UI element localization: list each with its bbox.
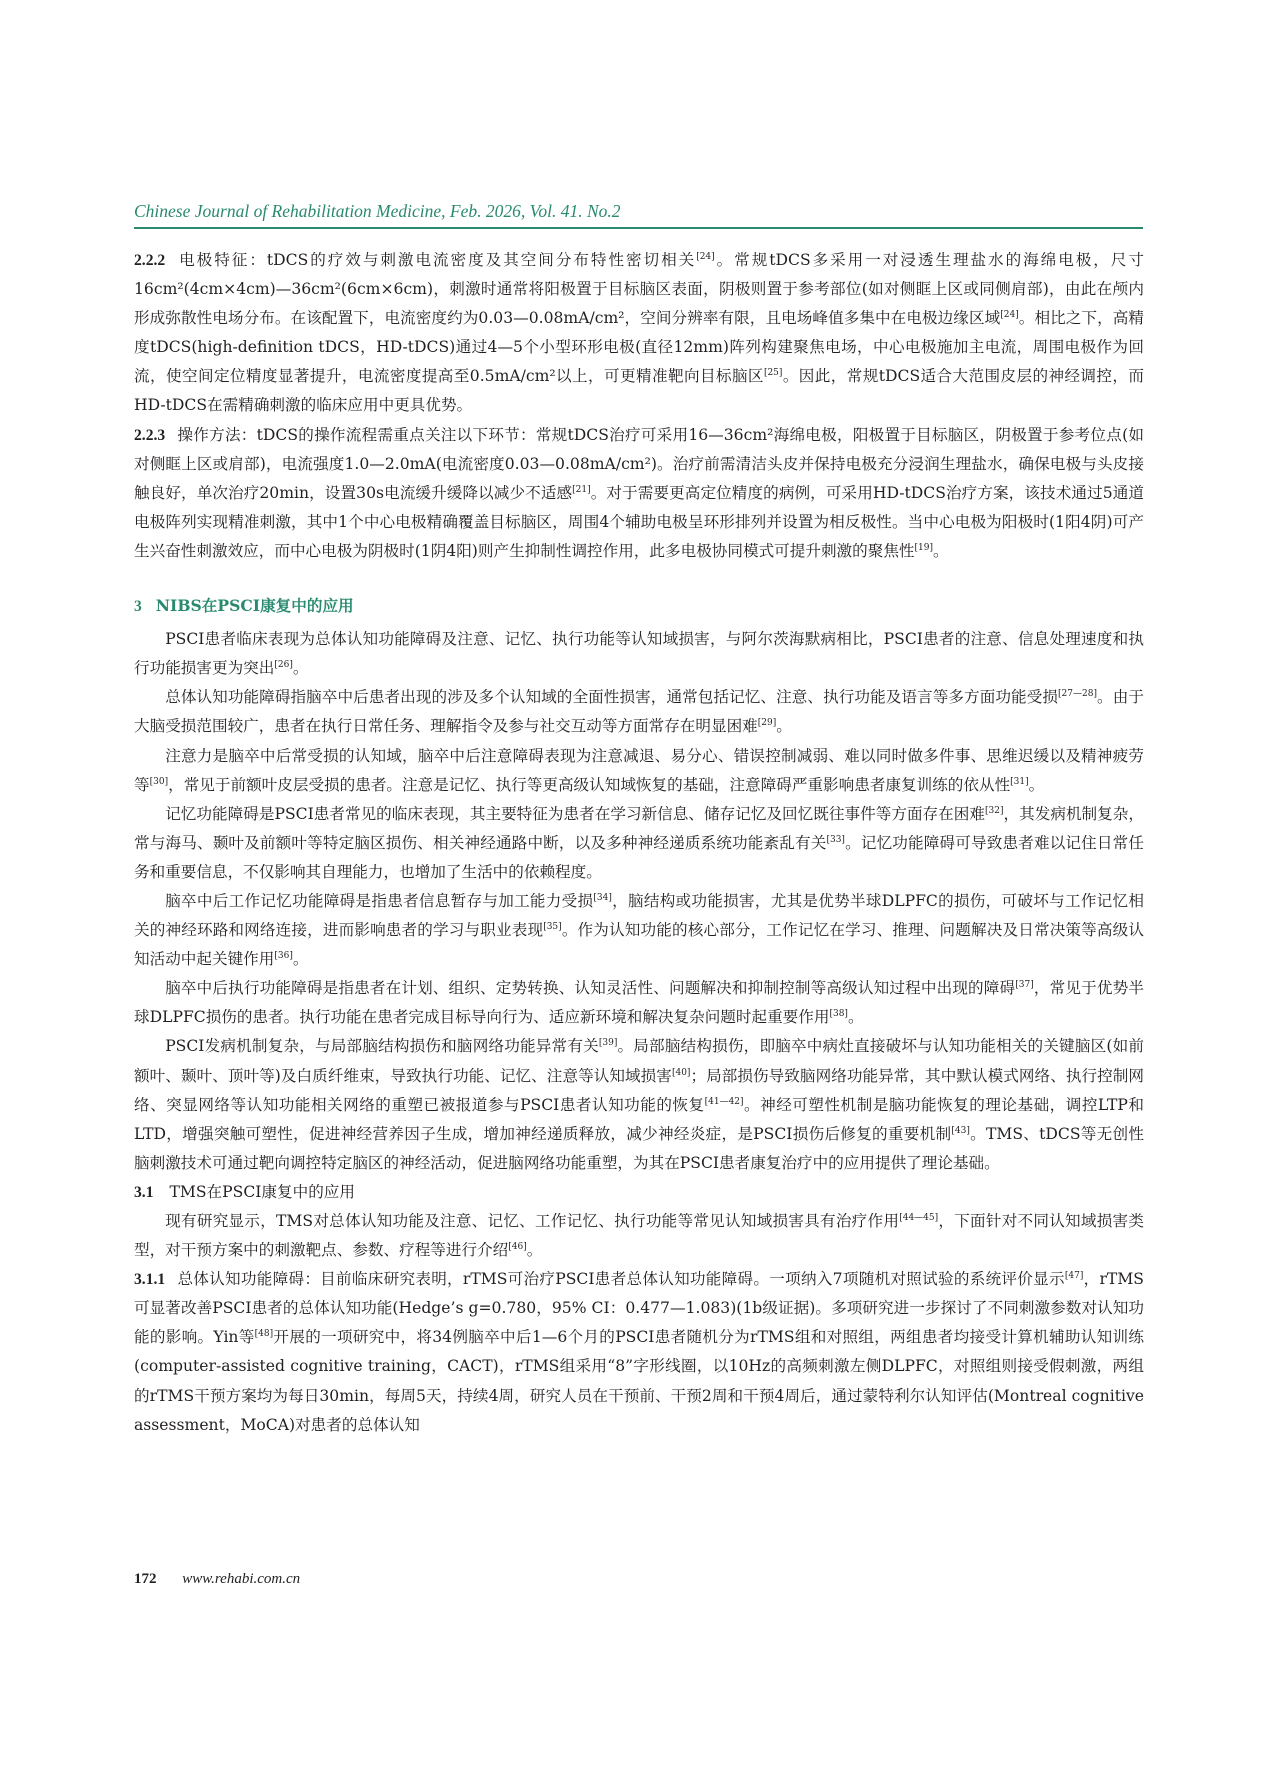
body-paragraph <box>134 887 1144 974</box>
paragraph-text: 。 <box>933 541 949 560</box>
paragraph-text: ，下面针对不同认知域损害类型，对干预方案中的刺激靶点、参数、疗程等进行介绍 <box>134 1212 1144 1260</box>
page-footer <box>134 1571 300 1588</box>
paragraph-text: 电极特征：tDCS的疗效与刺激电流密度及其空间分布特性密切相关 <box>177 251 697 269</box>
citation-ref[interactable]: [39] <box>598 1038 618 1049</box>
body-paragraph <box>134 1032 1144 1177</box>
paragraph-text: 。记忆功能障碍可导致患者难以记住日常任务和重要信息，不仅影响其自理能力，也增加了生活中的依赖程度。 <box>134 833 1144 881</box>
citation-ref[interactable]: [41—42] <box>704 1096 744 1107</box>
paragraph-text: ，rTMS可显著改善PSCI患者的总体认知功能(Hedge’s g=0.780，95% CI：0.477—1.083)(1b级证据)。多项研究进一步探讨了不同刺激参数对认知功能的影响。Yin等 <box>134 1270 1144 1347</box>
body-paragraph <box>134 742 1144 800</box>
paragraph-text: ，常见于前额叶皮层受损的患者。注意是记忆、执行等更高级认知域恢复的基础，注意障碍严重影响患者康复训练的依从性 <box>168 775 1011 794</box>
body-paragraph <box>134 625 1144 683</box>
body-paragraph <box>134 683 1144 741</box>
paragraph-text: ，常见于优势半球DLPFC损伤的患者。执行功能在患者完成目标导向行为、适应新环境和解决复杂问题时起重要作用 <box>134 979 1144 1027</box>
citation-ref[interactable]: [24] <box>1000 310 1019 321</box>
paragraph-text: 注意力是脑卒中后常受损的认知域，脑卒中后注意障碍表现为注意减退、易分心、错误控制减弱、难以同时做多件事、思维迟缓以及精神疲劳等 <box>134 746 1144 794</box>
body-paragraph <box>134 1265 1144 1440</box>
citation-ref[interactable]: [19] <box>914 542 933 553</box>
paragraph-number: 2.2.3 <box>134 426 166 444</box>
body-paragraph <box>134 246 1144 421</box>
citation-ref[interactable]: [46] <box>508 1242 527 1253</box>
paragraph-text: 开展的一项研究中，将34例脑卒中后1—6个月的PSCI患者随机分为rTMS组和对照组，两组患者均接受计算机辅助认知训练(computer-assisted cognitive training，CACT)，rTMS组采用“8”字形线圈，以10Hz的高频刺激左侧DLPFC，对照组则接受假刺激，两组的rTMS干预方案均为每日30min，每周5天，持续4周，研究人员在干预前、干预2周和干预4周后，通过蒙特利尔认知评估(Montreal cognitive assessment，MoCA)对患者的总体认知 <box>134 1328 1144 1434</box>
citation-ref[interactable]: [25] <box>763 368 783 379</box>
paragraph-text: 。作为认知功能的核心部分，工作记忆在学习、推理、问题解决及日常决策等高级认知活动中起关键作用 <box>134 921 1144 969</box>
citation-ref[interactable]: [37] <box>1015 980 1034 991</box>
paragraph-text: 总体认知功能障碍指脑卒中后患者出现的涉及多个认知域的全面性损害，通常包括记忆、注意、执行功能及语言等多方面功能受损 <box>165 688 1059 707</box>
paragraph-text: 。因此，常规tDCS适合大范围皮层的神经调控，而HD-tDCS在需精确刺激的临床应用中更具优势。 <box>134 367 1145 415</box>
citation-ref[interactable]: [47] <box>1064 1271 1084 1282</box>
paragraph-text: 现有研究显示，TMS对总体认知功能及注意、记忆、工作记忆、执行功能等常见认知域损害具有治疗作用 <box>165 1212 900 1230</box>
citation-ref[interactable]: [21] <box>572 484 591 495</box>
section-heading <box>134 591 1144 621</box>
citation-ref[interactable]: [31] <box>1010 776 1029 787</box>
paragraph-text: 。 <box>776 717 792 736</box>
citation-ref[interactable]: [27—28] <box>1058 689 1097 700</box>
paragraph-text: 。由于大脑受损范围较广，患者在执行日常任务、理解指令及参与社交互动等方面常存在明显困难 <box>134 688 1144 736</box>
paragraph-text: 。TMS、tDCS等无创性脑刺激技术可通过靶向调控特定脑区的神经活动，促进脑网络功能重塑，为其在PSCI患者康复治疗中的应用提供了理论基础。 <box>134 1124 1144 1172</box>
paragraph-text: 操作方法：tDCS的操作流程需重点关注以下环节：常规tDCS治疗可采用16—36cm²海绵电极，阳极置于目标脑区，阴极置于参考位点(如对侧眶上区或肩部)，电流强度1.0—2.0mA(电流密度0.03—0.08mA/cm²)。治疗前需清洁头皮并保持电极充分浸润生理盐水，确保电极与头皮接触良好，单次治疗20min，设置30s电流缓升缓降以减少不适感 <box>134 425 1144 502</box>
body-paragraph <box>134 800 1144 887</box>
journal-website: www.rehabi.com.cn <box>182 1571 301 1587</box>
paragraph-number: 3.1.1 <box>134 1271 166 1289</box>
paragraph-text: ，其发病机制复杂，常与海马、颞叶及前额叶等特定脑区损伤、相关神经通路中断，以及多种神经递质系统功能紊乱有关 <box>134 804 1144 852</box>
paragraph-text: ；局部损伤导致脑网络功能异常，其中默认模式网络、执行控制网络、突显网络等认知功能相关网络的重塑已被报道参与PSCI患者认知功能的恢复 <box>134 1066 1144 1114</box>
citation-ref[interactable]: [35] <box>543 922 562 933</box>
subsection-title: TMS在PSCI康复中的应用 <box>169 1182 355 1201</box>
citation-ref[interactable]: [29] <box>757 718 777 729</box>
paragraph-text: PSCI发病机制复杂，与局部脑结构损伤和脑网络功能异常有关 <box>165 1037 599 1056</box>
paragraph-text: 。常规tDCS多采用一对浸透生理盐水的海绵电极，尺寸16cm²(4cm×4cm)—36cm²(6cm×6cm)，刺激时通常将阳极置于目标脑区表面，阴极则置于参考部位(如对侧眶上区或同侧肩部)，由此在颅内形成弥散性电场分布。在该配置下，电流密度约为0.03—0.08mA/cm²，空间分辨率有限，且电场峰值多集中在电极边缘区域 <box>134 251 1144 328</box>
body-paragraph <box>134 421 1144 566</box>
citation-ref[interactable]: [30] <box>149 776 169 787</box>
paragraph-number: 2.2.2 <box>134 252 166 269</box>
citation-ref[interactable]: [32] <box>985 805 1004 816</box>
citation-ref[interactable]: [40] <box>671 1067 691 1078</box>
subsection-heading <box>134 1178 1144 1207</box>
journal-header: Chinese Journal of Rehabilitation Medicine, Feb. 2026, Vol. 41. No.2 <box>134 201 621 221</box>
citation-ref[interactable]: [34] <box>593 892 612 903</box>
paragraph-text: 。 <box>292 950 309 969</box>
paragraph-text: 脑卒中后工作记忆功能障碍是指患者信息暂存与加工能力受损 <box>165 891 594 910</box>
citation-ref[interactable]: [36] <box>274 951 293 962</box>
citation-ref[interactable]: [24] <box>696 252 715 262</box>
citation-ref[interactable]: [44—45] <box>899 1213 939 1223</box>
body-paragraph <box>134 974 1144 1032</box>
paragraph-text: 。局部脑结构损伤，即脑卒中病灶直接破坏与认知功能相关的关键脑区(如前额叶、颞叶、顶叶等)及白质纤维束，导致执行功能、记忆、注意等认知域损害 <box>134 1037 1144 1085</box>
paragraph-text: 。 <box>1028 775 1045 794</box>
citation-ref[interactable]: [43] <box>951 1125 970 1136</box>
paragraph-text: 。 <box>292 659 309 678</box>
paragraph-text: 。神经可塑性机制是脑功能恢复的理论基础，调控LTP和LTD，增强突触可塑性，促进神经营养因子生成，增加神经递质释放，减少神经炎症，是PSCI损伤后修复的重要机制 <box>134 1095 1144 1143</box>
paragraph-text: PSCI患者临床表现为总体认知功能障碍及注意、记忆、执行功能等认知域损害，与阿尔茨海默病相比，PSCI患者的注意、信息处理速度和执行功能损害更为突出 <box>134 630 1144 678</box>
citation-ref[interactable]: [26] <box>274 660 293 671</box>
body-paragraph <box>134 1207 1144 1265</box>
article-body <box>134 246 1144 1440</box>
paragraph-text: 记忆功能障碍是PSCI患者常见的临床表现，其主要特征为患者在学习新信息、储存记忆及回忆既往事件等方面存在困难 <box>165 804 985 823</box>
citation-ref[interactable]: [33] <box>826 834 845 845</box>
paragraph-text: 。相比之下，高精度tDCS(high-definition tDCS，HD-tDCS)通过4—5个小型环形电极(直径12mm)阵列构建聚焦电场，中心电极施加主电流，周围电极作为回流，使空间定位精度显著提升，电流密度提高至0.5mA/cm²以上，可更精准靶向目标脑区 <box>134 309 1144 386</box>
paragraph-text: ，脑结构或功能损害，尤其是优势半球DLPFC的损伤，可破坏与工作记忆相关的神经环路和网络连接，进而影响患者的学习与职业表现 <box>134 891 1144 940</box>
header-rule <box>134 227 1143 229</box>
section-number: 3 <box>134 598 142 616</box>
paragraph-text: 。 <box>526 1241 543 1260</box>
page-number: 172 <box>134 1571 157 1587</box>
paragraph-text: 总体认知功能障碍：目前临床研究表明，rTMS可治疗PSCI患者总体认知功能障碍。一项纳入7项随机对照试验的系统评价显示 <box>177 1270 1065 1289</box>
citation-ref[interactable]: [38] <box>829 1009 848 1020</box>
citation-ref[interactable]: [48] <box>254 1329 274 1340</box>
subsection-number: 3.1 <box>134 1183 154 1201</box>
section-title: NIBS在PSCI康复中的应用 <box>155 596 354 616</box>
paragraph-text: 。 <box>847 1008 864 1027</box>
paragraph-text: 。对于需要更高定位精度的病例，可采用HD-tDCS治疗方案，该技术通过5通道电极阵列实现精准刺激，其中1个中心电极精确覆盖目标脑区，周围4个辅助电极呈环形排列并设置为相反极性。当中心电极为阳极时(1阳4阴)可产生兴奋性刺激效应，而中心电极为阴极时(1阴4阳)则产生抑制性调控作用，此多电极协同模式可提升刺激的聚焦性 <box>134 483 1144 560</box>
paragraph-text: 脑卒中后执行功能障碍是指患者在计划、组织、定势转换、认知灵活性、问题解决和抑制控制等高级认知过程中出现的障碍 <box>165 979 1016 998</box>
